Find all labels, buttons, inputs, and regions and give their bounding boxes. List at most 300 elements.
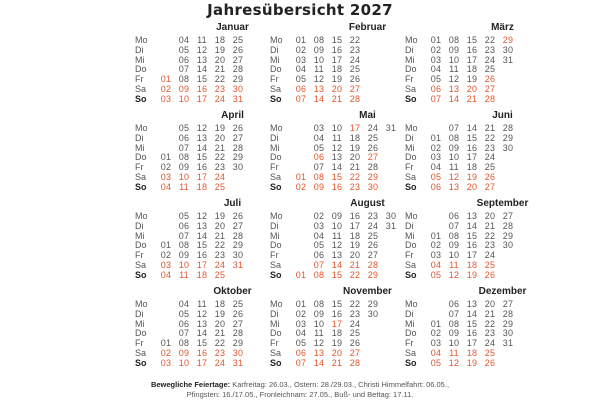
weekday-label: Do [270,328,282,339]
weekday-label: Sa [270,260,282,270]
day-cell: 14 [196,328,208,339]
day-cell: 10 [448,338,460,349]
weekday-label: Di [405,308,414,319]
day-cell: 02 [295,308,307,319]
day-cell: 10 [178,172,190,182]
day-cell: 25 [484,260,496,270]
day-cell: 18 [331,64,343,75]
weekday-label: Di [135,132,144,143]
day-cell: 05 [295,74,307,85]
day-cell: 07 [295,93,307,104]
weekday-label: Mi [270,54,280,65]
day-cell: 01 [160,74,172,85]
day-cell: 16 [331,181,343,192]
day-cell: 22 [349,299,361,309]
day-cell: 14 [331,162,343,173]
weekday-row [405,309,585,319]
day-cell: 29 [367,269,379,280]
day-cell: 20 [214,54,226,65]
day-cell: 21 [214,142,226,153]
weekday-label: Sa [135,172,147,182]
day-cell: 06 [448,211,460,221]
day-cell: 17 [466,152,478,163]
weekday-label: Fr [405,162,414,173]
day-cell: 15 [331,172,343,182]
day-cell: 15 [466,230,478,241]
day-cell: 06 [178,54,190,65]
day-cell: 02 [430,240,442,251]
day-cell: 22 [484,318,496,329]
movable-holidays-note [0,380,600,399]
month-name: Juli [223,198,242,209]
day-cell: 29 [502,230,514,241]
day-cell: 23 [349,44,361,55]
weekday-label: Mo [270,211,283,221]
day-cell: 17 [196,260,208,270]
day-cell: 30 [232,348,244,358]
weekday-label: Sa [135,260,147,270]
day-cell: 27 [349,348,361,358]
day-cell: 19 [466,172,478,182]
weekday-row [405,250,585,260]
weekday-row [405,221,585,231]
day-cell: 03 [160,172,172,182]
day-cell: 31 [502,338,514,349]
weekday-label: Do [270,64,282,75]
weekday-label: Mo [405,35,418,45]
weekday-label: So [405,181,417,192]
weekday-label: Mo [405,123,418,133]
weekday-label: Fr [405,338,414,349]
day-cell: 19 [331,74,343,85]
day-cell: 01 [295,269,307,280]
day-cell: 28 [349,357,361,368]
day-cell: 23 [214,162,226,173]
month-name: März [491,22,514,33]
weekday-label: Mo [135,123,148,133]
day-cell: 27 [484,84,496,94]
day-cell: 30 [502,240,514,251]
weekday-label: Fr [135,338,144,349]
day-cell: 09 [448,44,460,55]
day-cell: 25 [232,299,244,309]
day-cell: 08 [448,230,460,241]
day-cell: 16 [196,162,208,173]
day-cell: 11 [314,328,324,339]
day-cell: 15 [196,74,208,85]
day-cell: 22 [214,74,226,85]
day-cell: 19 [466,74,478,85]
day-cell: 27 [502,299,514,309]
day-cell: 02 [313,211,325,221]
weekday-label: Di [270,132,279,143]
weekday-label: Mi [135,230,145,241]
day-cell: 29 [502,35,514,45]
day-cell: 11 [197,35,207,45]
weekday-label: Mo [270,35,283,45]
day-cell: 10 [178,93,190,104]
weekday-row [405,55,585,65]
day-cell: 30 [232,250,244,261]
day-cell: 25 [349,64,361,75]
weekday-row [405,64,585,74]
weekday-row [405,45,585,55]
weekday-label: Do [405,328,417,339]
day-cell: 31 [232,93,244,104]
month-block [405,22,585,102]
weekday-label: Mi [270,230,280,241]
day-cell: 05 [178,308,190,319]
day-cell: 30 [367,181,379,192]
day-cell: 09 [178,162,190,173]
day-cell: 23 [349,308,361,319]
day-cell: 26 [232,123,244,133]
day-cell: 11 [449,162,459,173]
day-cell: 17 [349,123,361,133]
day-cell: 12 [196,308,208,319]
weekday-label: Mi [135,142,145,153]
day-cell: 04 [178,299,190,309]
day-cell: 06 [313,152,325,163]
day-cell: 05 [430,74,442,85]
day-cell: 14 [313,93,325,104]
weekday-label: Mi [405,142,415,153]
weekday-label: Do [135,152,147,163]
day-cell: 27 [232,54,244,65]
weekday-label: Mi [405,230,415,241]
day-cell: 19 [214,44,226,55]
weekday-row [405,172,585,182]
day-cell: 28 [367,260,379,270]
day-cell: 08 [313,172,325,182]
day-cell: 19 [466,269,478,280]
weekday-row [405,35,585,45]
day-cell: 14 [196,64,208,75]
day-cell: 03 [430,152,442,163]
day-cell: 05 [430,269,442,280]
day-cell: 28 [502,220,514,231]
weekday-row [405,123,585,133]
day-cell: 13 [196,54,208,65]
day-cell: 26 [232,308,244,319]
day-cell: 17 [196,172,208,182]
day-cell: 15 [466,132,478,143]
day-cell: 28 [484,93,496,104]
day-cell: 09 [178,84,190,94]
day-cell: 26 [484,172,496,182]
day-cell: 28 [502,123,514,133]
day-cell: 31 [385,220,397,231]
day-cell: 19 [331,338,343,349]
day-cell: 30 [367,308,379,319]
day-cell: 07 [313,260,325,270]
weekday-label: Sa [405,84,417,94]
weekday-label: Mo [135,35,148,45]
day-cell: 12 [448,172,460,182]
day-cell: 01 [430,35,442,45]
day-cell: 24 [214,93,226,104]
day-cell: 25 [484,64,496,75]
day-cell: 08 [313,299,325,309]
day-cell: 23 [349,181,361,192]
weekday-label: Do [405,240,417,251]
day-cell: 16 [196,348,208,358]
weekday-row [405,162,585,172]
day-cell: 28 [232,142,244,153]
day-cell: 28 [232,64,244,75]
day-cell: 18 [466,348,478,358]
day-cell: 22 [214,152,226,163]
footer-line-1: Karfreitag: 26.03., Ostern: 28./29.03., Christi Himmelfahrt: 06.05., [230,380,450,389]
weekday-label: Do [135,328,147,339]
day-cell: 15 [196,240,208,251]
day-cell: 01 [430,230,442,241]
day-cell: 08 [178,152,190,163]
day-cell: 03 [295,54,307,65]
weekday-label: So [405,357,417,368]
day-cell: 20 [484,299,496,309]
day-cell: 21 [484,123,496,133]
day-cell: 22 [349,35,361,45]
footer-line-2: Pfingsten: 16./17.05., Fronleichnam: 27.05., Buß- und Bettag: 17.11. [186,389,414,399]
day-cell: 04 [430,348,442,358]
weekday-label: Fr [135,162,144,173]
month-name: Juni [492,110,513,121]
weekday-label: Mo [270,299,283,309]
day-cell: 07 [448,308,460,319]
day-cell: 04 [178,35,190,45]
day-cell: 17 [331,54,343,65]
day-cell: 29 [232,152,244,163]
day-cell: 15 [331,299,343,309]
weekday-label: Sa [270,172,282,182]
weekday-label: So [270,93,282,104]
day-cell: 17 [196,357,208,368]
day-cell: 25 [349,328,361,339]
weekday-label: Mo [135,211,148,221]
day-cell: 10 [178,357,190,368]
day-cell: 06 [430,181,442,192]
day-cell: 16 [196,84,208,94]
day-cell: 06 [448,299,460,309]
weekday-label: So [135,93,147,104]
day-cell: 28 [502,308,514,319]
day-cell: 23 [367,211,379,221]
day-cell: 01 [295,35,307,45]
day-cell: 11 [179,181,189,192]
day-cell: 10 [448,152,460,163]
day-cell: 09 [448,328,460,339]
day-cell: 04 [430,162,442,173]
day-cell: 12 [313,338,325,349]
day-cell: 03 [160,260,172,270]
weekday-row [405,211,585,221]
weekday-label: Do [135,64,147,75]
day-cell: 12 [196,211,208,221]
day-cell: 05 [430,357,442,368]
day-cell: 18 [466,260,478,270]
day-cell: 11 [332,132,342,143]
day-cell: 27 [232,220,244,231]
day-cell: 14 [448,93,460,104]
weekday-label: Fr [405,250,414,261]
day-cell: 27 [502,211,514,221]
day-cell: 20 [214,220,226,231]
day-cell: 05 [295,338,307,349]
day-cell: 09 [178,348,190,358]
weekday-row [405,348,585,358]
day-cell: 19 [349,240,361,251]
weekday-label: So [270,181,282,192]
day-cell: 17 [466,54,478,65]
day-cell: 21 [349,260,361,270]
day-cell: 07 [178,64,190,75]
day-cell: 14 [466,308,478,319]
day-cell: 25 [367,230,379,241]
weekday-label: Sa [405,260,417,270]
weekday-label: Mo [405,299,418,309]
weekday-label: So [135,269,147,280]
day-cell: 14 [196,142,208,153]
weekday-row [405,74,585,84]
day-cell: 18 [331,328,343,339]
day-cell: 11 [449,260,459,270]
day-cell: 06 [178,132,190,143]
day-cell: 13 [331,250,343,261]
day-cell: 05 [313,240,325,251]
weekday-label: Di [135,308,144,319]
day-cell: 13 [466,299,478,309]
day-cell: 25 [214,181,226,192]
day-cell: 24 [367,123,379,133]
day-cell: 13 [331,152,343,163]
day-cell: 12 [331,240,343,251]
day-cell: 08 [448,318,460,329]
day-cell: 10 [178,260,190,270]
day-cell: 26 [349,74,361,85]
day-cell: 11 [449,64,459,75]
weekday-label: Do [270,152,282,163]
month-name: September [476,198,529,209]
day-cell: 22 [484,132,496,143]
weekday-label: So [135,357,147,368]
day-cell: 09 [448,142,460,153]
day-cell: 02 [430,142,442,153]
day-cell: 05 [178,44,190,55]
day-cell: 19 [214,211,226,221]
day-cell: 21 [331,93,343,104]
day-cell: 13 [448,181,460,192]
day-cell: 05 [430,172,442,182]
day-cell: 06 [430,84,442,94]
weekday-row [405,338,585,348]
day-cell: 26 [484,357,496,368]
day-cell: 10 [331,220,343,231]
day-cell: 03 [430,250,442,261]
weekday-row [405,260,585,270]
day-cell: 22 [484,35,496,45]
day-cell: 01 [160,338,172,349]
day-cell: 02 [295,181,307,192]
day-cell: 14 [313,357,325,368]
weekday-row [405,319,585,329]
day-cell: 16 [349,211,361,221]
day-cell: 19 [214,308,226,319]
day-cell: 30 [385,211,397,221]
day-cell: 02 [160,84,172,94]
weekday-label: Di [270,308,279,319]
day-cell: 04 [430,64,442,75]
day-cell: 03 [430,338,442,349]
day-cell: 06 [313,250,325,261]
day-cell: 26 [367,240,379,251]
day-cell: 16 [466,328,478,339]
day-cell: 26 [484,269,496,280]
day-cell: 14 [196,230,208,241]
day-cell: 13 [196,220,208,231]
day-cell: 22 [214,338,226,349]
day-cell: 23 [484,328,496,339]
day-cell: 11 [314,64,324,75]
day-cell: 21 [214,230,226,241]
day-cell: 20 [331,84,343,94]
weekday-row [405,231,585,241]
day-cell: 09 [448,240,460,251]
weekday-label: Do [270,240,282,251]
day-cell: 18 [196,269,208,280]
weekday-row [405,299,585,309]
day-cell: 21 [349,162,361,173]
day-cell: 16 [466,240,478,251]
weekday-label: Sa [405,348,417,358]
day-cell: 24 [367,220,379,231]
day-cell: 24 [484,152,496,163]
day-cell: 09 [313,181,325,192]
day-cell: 24 [349,318,361,329]
day-cell: 31 [385,123,397,133]
day-cell: 08 [178,240,190,251]
day-cell: 15 [466,35,478,45]
weekday-label: Fr [270,250,279,261]
day-cell: 07 [178,328,190,339]
weekday-label: Di [405,132,414,143]
day-cell: 03 [160,357,172,368]
day-cell: 17 [331,318,343,329]
day-cell: 28 [349,93,361,104]
day-cell: 14 [466,123,478,133]
day-cell: 18 [214,35,226,45]
day-cell: 19 [214,123,226,133]
weekday-row [405,94,585,104]
day-cell: 01 [430,132,442,143]
day-cell: 12 [448,357,460,368]
weekday-row [405,133,585,143]
weekday-label: Mo [135,299,148,309]
day-cell: 13 [448,84,460,94]
day-cell: 23 [214,348,226,358]
day-cell: 05 [178,211,190,221]
weekday-label: Sa [135,84,147,94]
weekday-label: Fr [270,74,279,85]
day-cell: 11 [179,269,189,280]
day-cell: 10 [313,318,325,329]
month-block [405,198,585,278]
day-cell: 22 [484,230,496,241]
day-cell: 30 [502,44,514,55]
day-cell: 03 [295,318,307,329]
weekday-label: Sa [405,172,417,182]
day-cell: 08 [448,35,460,45]
